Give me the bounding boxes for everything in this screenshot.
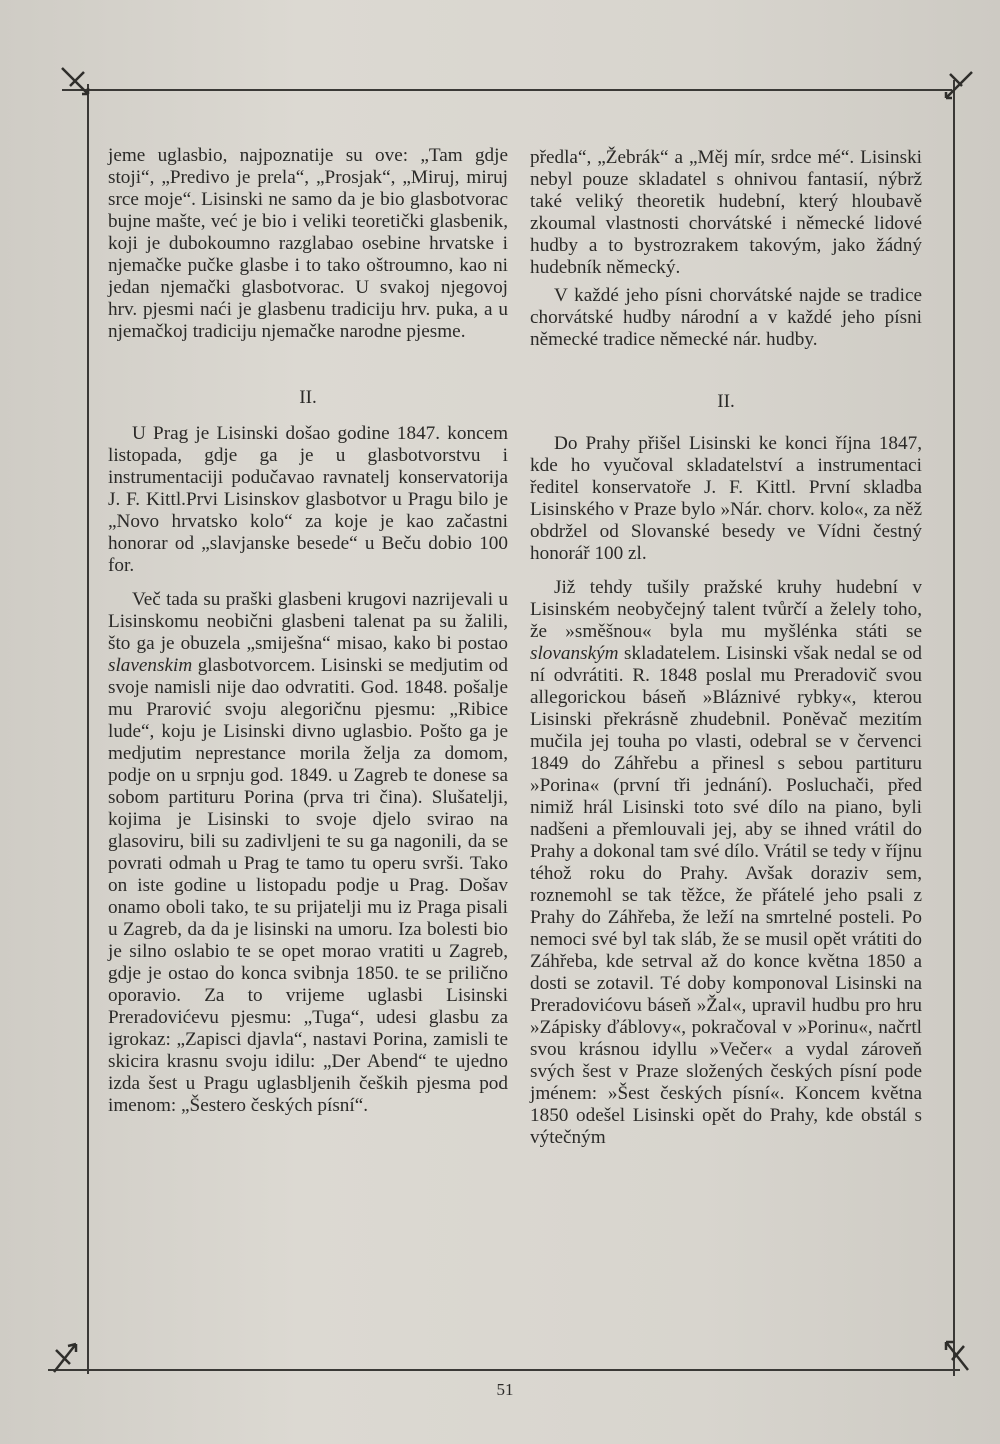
corner-ornament-top-left [56, 64, 96, 104]
frame-line-bottom [48, 1369, 960, 1371]
left-section-heading: II. [299, 387, 317, 408]
right-section-heading: II. [717, 391, 735, 412]
left-paragraph-1: U Prag je Lisinski došao godine 1847. koncem listopada, gdje ga je u glasbotvorstvu i instrumentaciji podučavao ravnatelj konservatorija J. F. Kittl.Prvi Lisinskov glasbotvor u Pragu bilo je „Novo hrvatsko kolo“ za koje je kao začastni honorar od „slavjanske besede“ u Beču dobio 100 for. [108, 423, 508, 576]
right-paragraph-2-text-b: skladatelem. Lisinski však nedal se od ní odvrátiti. R. 1848 poslal mu Preradovič svou allegorickou báseň »Bláznivé rybky«, kterou Lisinski překrásně zhudebnil. Poněvač mezitím mučila jej touha po vlasti, odebral se v červenci 1849 do Záhřebu a přinesl s sebou partituru »Porina« (první tři jednání). Posluchači, před nimiž hrál Lisinski toto své dílo na piano, byli nadšeni a přemlouvali jej, aby se ihned vrátil do Prahy a dokonal tam své dílo. Vrátil se tedy v říjnu téhož roku do Prahy. Avšak doraziv sem, roznemohl se tak těžce, že přátelé jeho psali z Prahy do Záhřeba, že leží na smrtelné posteli. Po nemoci své byl tak sláb, že se musil opět vrátiti do Záhřeba, kde setrval až do konce května 1850 a dosti se zotavil. Té doby komponoval Lisinski na Preradovićovu báseň »Žal«, upravil hudbu pro hru »Zápisky ďáblovy«, pokračoval v »Porinu«, načrtl svou krásnou idyllu »Večer« a vydal zároveň svých šest v Praze složených českých písní pode jménem: »Šest českých písní«. Koncem května 1850 odešel Lisinski opět do Prahy, kde obstál s výtečným [530, 643, 922, 1148]
frame-line-left [87, 84, 89, 1374]
corner-ornament-bottom-left [46, 1336, 86, 1376]
right-paragraph-2 [530, 577, 922, 1149]
corner-ornament-top-right [938, 66, 978, 106]
left-paragraph-2-italic: slavenskim [108, 655, 193, 676]
left-paragraph-2 [108, 589, 508, 1117]
right-paragraph-2-italic: slovanským [530, 643, 619, 664]
right-intro-paragraph-2: V každé jeho písni chorvátské najde se tradice chorvátské hudby národní a v každé jeho písni německé tradice německé nár. hudby. [530, 285, 922, 350]
left-column-croatian [108, 145, 508, 1117]
left-intro-paragraph: jeme uglasbio, najpoznatije su ove: „Tam gdje stoji“, „Predivo je prela“, „Prosjak“, „Miruj, miruj srce moje“. Lisinski ne samo da je bio glasbotvorac bujne mašte, već je bio i veliki teoretički glasbenik, koji je dubokoumno razglabao osebine hrvatske i njemačke pučke glasbe i to tako oštroumno, kao ni jedan njemački glasbotvorac. U svakoj njegovoj hrv. pjesmi naći je glasbenu tradiciju hrv. puka, a u njemačkoj tradiciju njemačke narodne pjesme. [108, 145, 508, 342]
frame-line-top [62, 89, 952, 91]
left-paragraph-2-text-b: glasbotvorcem. Lisinski se medjutim od svoje namisli nije dao odvratiti. God. 1848. pošalje mu Prarović svoju alegoričnu pjesmu: „Ribice lude“, koju je Lisinski divno uglasbio. Pošto ga je medjutim neprestance morila želja za domom, podje on u srpnju god. 1849. u Zagreb te donese sa sobom partituru Porina (prva tri čina). Slušatelji, kojima je Lisinski to svoje djelo svirao na glasoviru, bili su zadivljeni te su ga nagonili, da se povrati odmah u Prag te tamo tu operu svrši. Tako on iste godine u listopadu podje u Prag. Došav onamo oboli tako, te su prijatelji mu iz Praga pisali u Zagreb, da da je lisinski na umoru. Iza bolesti bio je silno oslabio te se opet morao vratiti u Zagreb, gdje je ostao do konca svibnja 1850. te se prilično oporavio. Za to vrijeme uglasbi Lisinski Preradovićevu pjesmu: „Tuga“, udesi glasbu za igrokaz: „Zapisci djavla“, nastavi Porina, zamisli te skicira krasnu svoju idilu: „Der Abend“ te ujedno izda šest u Pragu uglasbljenih čeških pjesma pod imenom: „Šestero českých písní“. [108, 655, 508, 1116]
left-paragraph-2-text-a: Več tada su praški glasbeni krugovi nazrijevali u Lisinskomu neobični glasbeni talenat pa su žalili, što ga je obuzela „smiješna“ misao, kako bi postao [108, 589, 508, 654]
right-column-czech [530, 147, 922, 1149]
frame-line-right [953, 80, 955, 1376]
right-paragraph-1: Do Prahy přišel Lisinski ke konci října 1847, kde ho vyučoval skladatelství a instrumentaci ředitel konservatoře J. F. Kittl. První skladba Lisinského v Praze bylo »Nár. chorv. kolo«, za něž obdržel od Slovanské besedy ve Vídni čestný honorář 100 zl. [530, 433, 922, 564]
right-paragraph-2-text-a: Již tehdy tušily pražské kruhy hudební v Lisinském neobyčejný talent tvůrčí a želely toho, že »směšnou« byla mu myšlénka státi se [530, 577, 922, 642]
corner-ornament-bottom-right [936, 1336, 976, 1376]
right-intro-paragraph-1: předla“, „Žebrák“ a „Měj mír, srdce mé“. Lisinski nebyl pouze skladatel s ohnivou fantasií, nýbrž také veliký theoretik hudební, který hloubavě zkoumal vlastnosti chorvátské i německé lidové hudby a to bystrozrakem takovým, jako žádný hudebník německý. [530, 147, 922, 278]
page-number: 51 [496, 1380, 514, 1399]
